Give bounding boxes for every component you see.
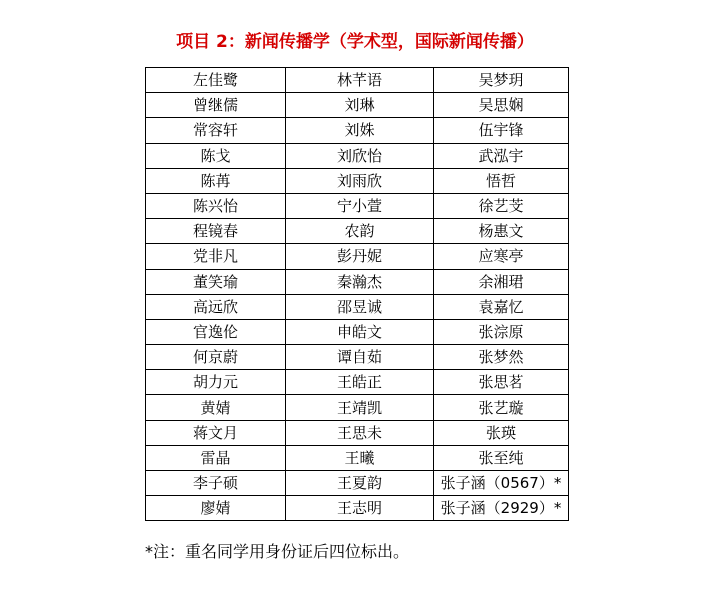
table-cell: 吴思娴 [434, 93, 569, 118]
table-row [146, 294, 569, 319]
table-cell: 谭自茹 [286, 345, 434, 370]
table-cell: 董笑瑜 [146, 269, 286, 294]
table-cell: 余湘珺 [434, 269, 569, 294]
table-row [146, 395, 569, 420]
table-row [146, 68, 569, 93]
table-cell: 应寒亭 [434, 244, 569, 269]
table-row [146, 193, 569, 218]
table-cell: 申皓文 [286, 319, 434, 344]
table-cell: 雷晶 [146, 445, 286, 470]
table-cell: 王皓正 [286, 370, 434, 395]
table-cell: 刘琳 [286, 93, 434, 118]
table-cell: 左佳鹭 [146, 68, 286, 93]
table-cell: 邵昱诚 [286, 294, 434, 319]
table-cell: 张至纯 [434, 445, 569, 470]
name-table [145, 67, 569, 521]
table-cell: 伍宇锋 [434, 118, 569, 143]
table-cell: 袁嘉忆 [434, 294, 569, 319]
table-cell: 徐艺芠 [434, 193, 569, 218]
table-cell: 刘雨欣 [286, 168, 434, 193]
table-cell: 宁小萱 [286, 193, 434, 218]
table-cell: 常容轩 [146, 118, 286, 143]
table-cell: 程镜春 [146, 219, 286, 244]
table-row [146, 319, 569, 344]
table-row [146, 93, 569, 118]
table-cell: 彭丹妮 [286, 244, 434, 269]
table-cell: 武泓宇 [434, 143, 569, 168]
table-cell: 陈兴怡 [146, 193, 286, 218]
table-cell: 张艺璇 [434, 395, 569, 420]
table-cell: 王夏韵 [286, 471, 434, 496]
table-cell: 悟哲 [434, 168, 569, 193]
table-cell: 张梦然 [434, 345, 569, 370]
table-row [146, 244, 569, 269]
table-row [146, 118, 569, 143]
footnote: *注：重名同学用身份证后四位标出。 [145, 542, 410, 561]
table-cell: 廖婧 [146, 496, 286, 521]
table-row [146, 370, 569, 395]
table-cell: 张子涵（0567）* [434, 471, 569, 496]
table-cell: 何京蔚 [146, 345, 286, 370]
table-cell: 张思茗 [434, 370, 569, 395]
name-table-body [146, 68, 569, 521]
table-cell: 蒋文月 [146, 420, 286, 445]
table-cell: 杨惠文 [434, 219, 569, 244]
table-row [146, 219, 569, 244]
table-row [146, 269, 569, 294]
table-cell: 胡力元 [146, 370, 286, 395]
table-cell: 农韵 [286, 219, 434, 244]
table-row [146, 471, 569, 496]
table-cell: 林芊语 [286, 68, 434, 93]
table-row [146, 420, 569, 445]
table-cell: 黄婧 [146, 395, 286, 420]
table-cell: 李子硕 [146, 471, 286, 496]
table-row [146, 496, 569, 521]
table-cell: 王靖凯 [286, 395, 434, 420]
table-cell: 吴梦玥 [434, 68, 569, 93]
table-cell: 陈戈 [146, 143, 286, 168]
table-cell: 高远欣 [146, 294, 286, 319]
table-cell: 张瑛 [434, 420, 569, 445]
table-row [146, 345, 569, 370]
table-cell: 张淙原 [434, 319, 569, 344]
table-cell: 秦瀚杰 [286, 269, 434, 294]
table-cell: 党非凡 [146, 244, 286, 269]
table-cell: 官逸伦 [146, 319, 286, 344]
table-row [146, 445, 569, 470]
table-cell: 王思未 [286, 420, 434, 445]
table-cell: 刘姝 [286, 118, 434, 143]
table-row [146, 143, 569, 168]
table-cell: 曾继儒 [146, 93, 286, 118]
table-row [146, 168, 569, 193]
table-cell: 王志明 [286, 496, 434, 521]
table-cell: 张子涵（2929）* [434, 496, 569, 521]
page-title: 项目 2：新闻传播学（学术型，国际新闻传播） [176, 32, 534, 52]
table-cell: 刘欣怡 [286, 143, 434, 168]
table-cell: 王曦 [286, 445, 434, 470]
table-cell: 陈苒 [146, 168, 286, 193]
